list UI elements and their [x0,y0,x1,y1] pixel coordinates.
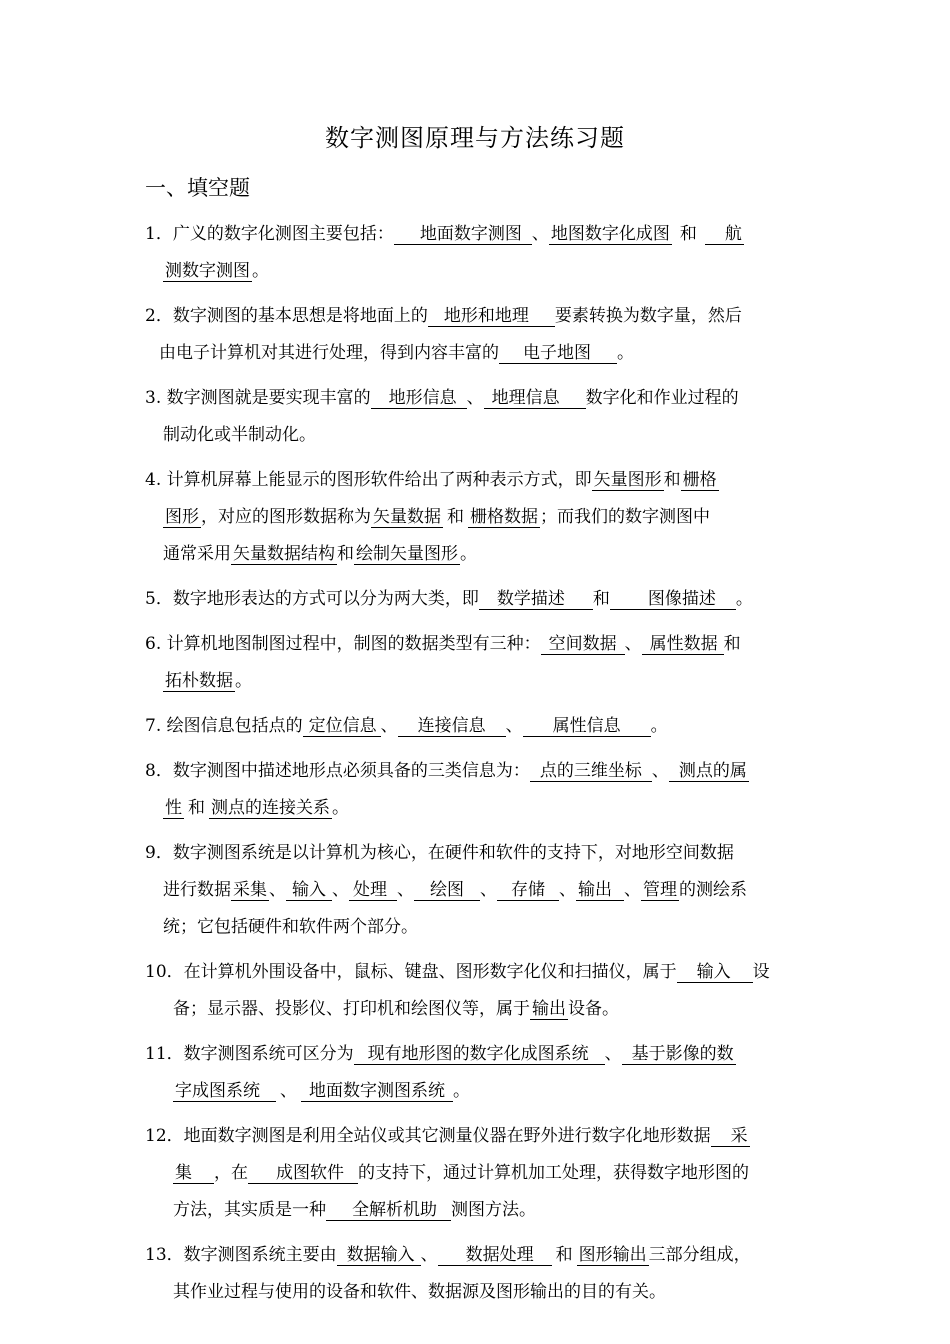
question-text: 和 [447,507,464,527]
question-line [145,1155,810,1192]
question-text: 要素转换为数字量，然后 [554,306,742,326]
question-text: 、 [397,880,414,900]
question-7 [145,708,810,745]
answer-blank: 拓朴数据 [165,671,233,691]
question-line [145,626,810,663]
question-text: 、 [420,1245,438,1265]
answer-blank: 数据处理 [438,1245,552,1266]
question-line [145,581,810,618]
question-line [145,663,810,700]
question-line [145,499,810,536]
question-line [145,1036,810,1073]
answer-blank: 地理信息 [484,388,586,409]
answer-blank: 电子地图 [499,343,617,364]
question-text: 10．在计算机外围设备中，鼠标、键盘、图形数字化仪和扫描仪，属于 [145,962,677,982]
question-text: 、 [604,1044,622,1064]
question-line [145,417,810,454]
question-text: 方法，其实质是一种 [173,1200,326,1220]
question-text: 的支持下，通过计算机加工处理，获得数字地形图的 [358,1163,749,1183]
question-line [145,462,810,499]
answer-blank: 图形输出 [578,1245,647,1265]
question-text: 和 [663,470,681,490]
question-text: 进行数据 [163,880,231,900]
answer-blank: 现有地形图的数字化成图系统 [354,1044,605,1065]
question-text: 备；显示器、投影仪、打印机和绘图仪等，属于 [173,999,530,1019]
question-text: 、 [624,634,642,654]
question-text: 8．数字测图中描述地形点必须具备的三类信息为： [145,761,530,781]
question-text: ；而我们的数字测图中 [540,507,710,527]
question-text: 、 [480,880,497,900]
answer-blank: 连接信息 [398,716,506,737]
question-text: 和 [337,544,354,564]
question-text: 设 [752,962,770,982]
question-text: 、 [269,880,286,900]
question-text: 、 [280,1081,297,1101]
answer-blank: 图像描述 [610,589,736,610]
question-text: 5．数字地形表达的方式可以分为两大类，即 [145,589,479,609]
answer-blank: 航 [705,224,744,245]
question-line [145,1118,810,1155]
question-2 [145,298,810,372]
question-text: 统；它包括硬件和软件两个部分。 [163,917,418,937]
answer-blank: 字成图系统 [173,1081,276,1102]
answer-blank: 矢量数据结构 [233,544,335,564]
question-line [145,1274,810,1311]
question-11 [145,1036,810,1110]
question-line [145,753,810,790]
question-4 [145,462,810,573]
question-text: 3. 数字测图就是要实现丰富的 [145,388,371,408]
question-text: 。 [735,589,753,609]
question-text: 的测绘系 [679,880,747,900]
question-text: 和 [723,634,741,654]
question-text: 制动化或半制动化。 [163,425,316,445]
answer-blank: 属性信息 [523,716,651,737]
answer-blank: 测点的连接关系 [211,798,330,818]
answer-blank: 栅格数据 [470,507,538,527]
question-text: 、 [332,880,349,900]
question-text: 、 [559,880,576,900]
question-6 [145,626,810,700]
question-text: 和 [592,589,610,609]
answer-blank: 属性数据 [642,634,724,655]
question-9 [145,835,810,946]
answer-blank: 测点的属 [669,761,749,782]
question-12 [145,1118,810,1229]
answer-blank: 输出 [576,880,624,901]
question-line [145,253,810,290]
question-1 [145,216,810,290]
question-text: 。 [252,261,269,281]
answer-blank: 绘制矢量图形 [356,544,458,564]
question-text: 。 [332,798,349,818]
answer-blank: 地面数字测图 [394,224,532,245]
question-text: 和 [555,1245,573,1265]
question-line [145,1192,810,1229]
question-line [145,790,810,827]
answer-blank: 绘图 [414,880,480,901]
question-text: 2．数字测图的基本思想是将地面上的 [145,306,428,326]
answer-blank: 管理 [643,880,677,900]
question-line [145,872,810,909]
question-text: 1．广义的数字化测图主要包括： [145,224,394,244]
question-8 [145,753,810,827]
answer-blank: 采 [711,1126,750,1147]
question-line [145,380,810,417]
question-text: 6. 计算机地图制图过程中，制图的数据类型有三种： [145,634,541,654]
answer-blank: 地图数字化成图 [550,224,670,244]
question-line [145,954,810,991]
question-text: 。 [617,343,634,363]
question-line [145,298,810,335]
question-text: 。 [460,544,477,564]
question-text: ，对应的图形数据称为 [201,507,371,527]
question-text: 7. 绘图信息包括点的 [145,716,303,736]
question-line [145,1073,810,1110]
answer-blank: 数据输入 [337,1245,421,1266]
question-text: 9．数字测图系统是以计算机为核心，在硬件和软件的支持下，对地形空间数据 [145,843,734,863]
question-list [145,216,810,1319]
answer-blank: 栅格 [682,470,717,490]
answer-blank: 图形 [165,507,199,527]
answer-blank: 采集 [233,880,267,900]
question-text: 。 [235,671,252,691]
question-line [145,991,810,1028]
answer-blank: 数学描述 [479,589,593,610]
answer-blank: 测数字测图 [165,261,250,281]
question-text: 。 [650,716,668,736]
question-text: 和 [679,224,697,244]
answer-blank: 输入 [677,962,753,983]
answer-blank: 存储 [497,880,559,901]
question-text: 、 [624,880,641,900]
question-text: 、 [466,388,484,408]
question-text: 其作业过程与使用的设备和软件、数据源及图形输出的目的有关。 [173,1282,666,1302]
question-text: 和 [188,798,205,818]
question-text: 三部分组成， [648,1245,751,1265]
page-title: 数字测图原理与方法练习题 [325,124,625,152]
question-text: 、 [380,716,398,736]
question-text: 、 [651,761,669,781]
question-text: 数字化和作业过程的 [585,388,739,408]
question-5 [145,581,810,618]
question-3 [145,380,810,454]
answer-blank: 全解析机助 [326,1200,451,1221]
question-text: 13．数字测图系统主要由 [145,1245,337,1265]
answer-blank: 输入 [286,880,332,901]
question-line [145,536,810,573]
question-line [145,216,810,253]
question-line [145,708,810,745]
answer-blank: 集 [173,1163,214,1184]
section-heading: 一、填空题 [145,176,250,200]
answer-blank: 地面数字测图系统 [301,1081,453,1102]
question-text: 4. 计算机屏幕上能显示的图形软件给出了两种表示方式，即 [145,470,592,490]
answer-blank: 成图软件 [248,1163,358,1184]
question-13 [145,1237,810,1311]
answer-blank: 点的三维坐标 [530,761,652,782]
question-text: 测图方法。 [451,1200,536,1220]
question-text: 12．地面数字测图是利用全站仪或其它测量仪器在野外进行数字化地形数据 [145,1126,711,1146]
question-line [145,835,810,872]
question-text: 。 [453,1081,470,1101]
question-text: 通常采用 [163,544,231,564]
answer-blank: 地形信息 [371,388,467,409]
question-line [145,1237,810,1274]
answer-blank: 空间数据 [541,634,625,655]
question-text: 设备。 [568,999,619,1019]
answer-blank: 性 [165,798,182,818]
answer-blank: 定位信息 [303,716,381,737]
question-text: 11．数字测图系统可区分为 [145,1044,354,1064]
answer-blank: 矢量图形 [593,470,662,490]
question-text: 由电子计算机对其进行处理，得到内容丰富的 [159,343,499,363]
question-text: ，在 [214,1163,248,1183]
question-line [145,909,810,946]
answer-blank: 基于影像的数 [622,1044,736,1065]
answer-blank: 地形和地理 [428,306,555,327]
question-10 [145,954,810,1028]
answer-blank: 矢量数据 [373,507,441,527]
answer-blank: 处理 [349,880,397,901]
question-text: 、 [505,716,523,736]
question-line [145,335,810,372]
question-text: 、 [531,224,549,244]
answer-blank: 输出 [532,999,566,1019]
